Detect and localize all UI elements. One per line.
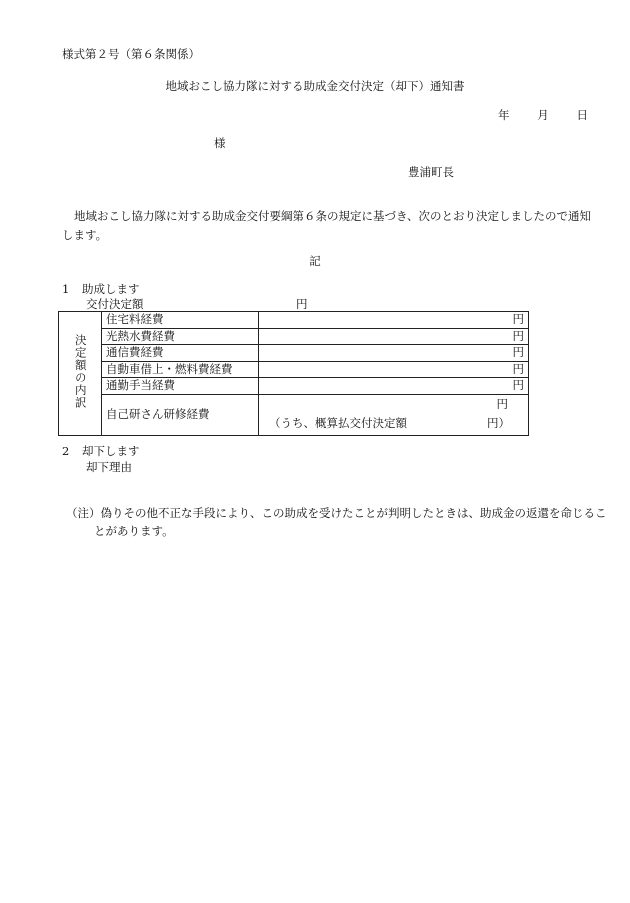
research-amount-unit: 円 xyxy=(496,396,508,411)
table-row xyxy=(59,328,529,345)
document-title: 地域おこし協力隊に対する助成金交付決定（却下）通知書 xyxy=(165,79,465,93)
breakdown-amount: 円 xyxy=(259,328,529,345)
breakdown-item: 住宅料経費 xyxy=(102,312,259,329)
breakdown-amount: 円 xyxy=(259,378,529,395)
advance-payment-label: （うち、概算払交付決定額 xyxy=(269,416,407,431)
section2-title: 却下します xyxy=(82,444,140,458)
breakdown-side-label xyxy=(59,312,102,436)
section1-heading xyxy=(62,282,140,298)
date-day-label: 日 xyxy=(576,108,588,122)
table-row xyxy=(59,312,529,329)
table-row xyxy=(59,345,529,362)
date-year-label: 年 xyxy=(498,108,510,122)
note-paragraph: （注）偽りその他不正な手段により、この助成を受けたことが判明したときは、助成金の返還を命じることがあります。 xyxy=(66,506,607,539)
section1-number: 1 xyxy=(62,282,70,296)
breakdown-item: 光熱水費経費 xyxy=(102,328,259,345)
addressee-honorific: 様 xyxy=(214,136,226,150)
section1-title: 助成します xyxy=(82,282,140,296)
breakdown-amount: 円 xyxy=(259,312,529,329)
body-paragraph: 地域おこし協力隊に対する助成金交付要綱第６条の規定に基づき、次のとおり決定しましたので通知します。 xyxy=(62,209,592,242)
section2-number: 2 xyxy=(62,444,70,458)
research-amount-area xyxy=(259,395,528,435)
breakdown-item: 通勤手当経費 xyxy=(102,378,259,395)
breakdown-amount: 円 xyxy=(259,361,529,378)
date-month-label: 月 xyxy=(537,108,549,122)
advance-payment-unit: 円） xyxy=(487,416,510,431)
table-row xyxy=(59,394,529,435)
sender-name: 豊浦町長 xyxy=(408,165,454,179)
breakdown-amount-cell xyxy=(259,394,529,435)
breakdown-item: 通信費経費 xyxy=(102,345,259,362)
section2-heading xyxy=(62,444,140,460)
breakdown-item: 自動車借上・燃料費経費 xyxy=(102,361,259,378)
ki-label: 記 xyxy=(309,254,321,268)
grant-amount-unit: 円 xyxy=(296,297,308,311)
form-number: 様式第２号（第６条関係） xyxy=(62,47,200,61)
table-row xyxy=(59,378,529,395)
breakdown-item: 自己研さん研修経費 xyxy=(102,394,259,435)
table-row xyxy=(59,361,529,378)
date-row xyxy=(498,108,588,124)
breakdown-amount: 円 xyxy=(259,345,529,362)
breakdown-table xyxy=(58,311,529,436)
side-label-text: 決定額の内訳 xyxy=(73,333,88,409)
reject-reason-label: 却下理由 xyxy=(86,460,132,474)
grant-amount-label: 交付決定額 xyxy=(86,297,144,311)
